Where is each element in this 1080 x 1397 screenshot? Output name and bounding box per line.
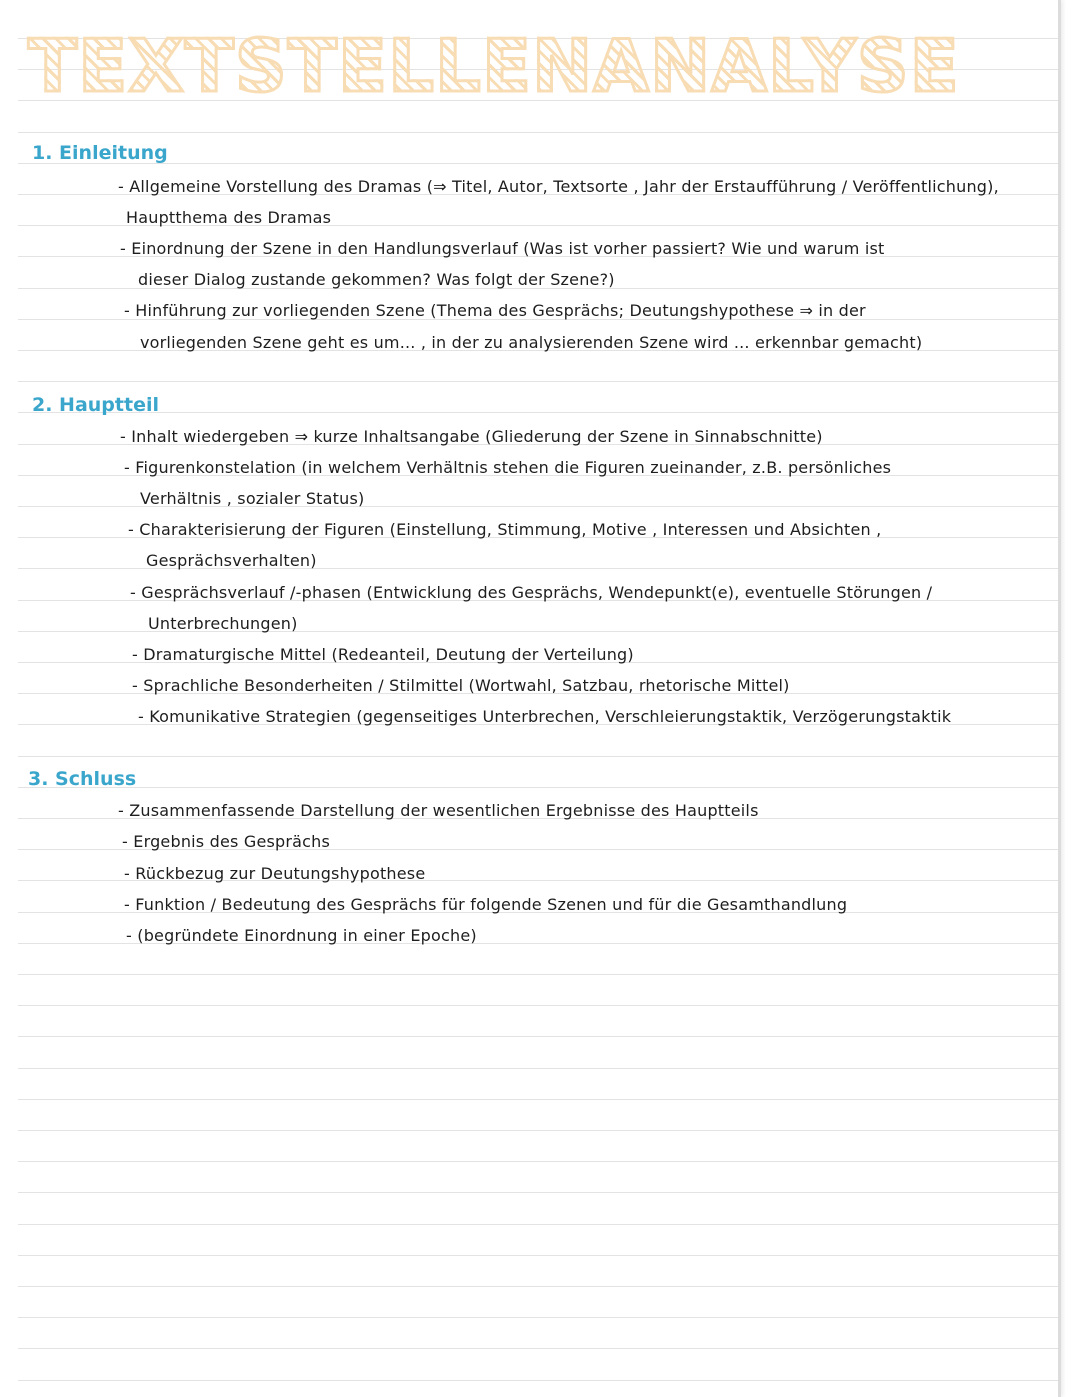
section-heading-schluss: 3. Schluss bbox=[28, 768, 137, 790]
list-item: - Hinführung zur vorliegenden Szene (Thema des Gesprächs; Deutungshypothese ⇒ in der bbox=[124, 301, 866, 320]
list-item: Gesprächsverhalten) bbox=[146, 551, 317, 570]
list-item: Unterbrechungen) bbox=[148, 614, 298, 633]
list-item: - Gesprächsverlauf /-phasen (Entwicklung des Gesprächs, Wendepunkt(e), eventuelle Störungen / bbox=[130, 583, 933, 602]
list-item: dieser Dialog zustande gekommen? Was folgt der Szene?) bbox=[138, 270, 615, 289]
list-item: - Ergebnis des Gesprächs bbox=[122, 832, 331, 851]
list-item: - Dramaturgische Mittel (Redeanteil, Deutung der Verteilung) bbox=[132, 645, 634, 664]
list-item: - Rückbezug zur Deutungshypothese bbox=[124, 864, 426, 883]
list-item: - (begründete Einordnung in einer Epoche) bbox=[126, 926, 477, 945]
list-item: - Komunikative Strategien (gegenseitiges Unterbrechen, Verschleierungstaktik, Verzögerungstaktik bbox=[138, 707, 952, 726]
list-item: - Figurenkonstelation (in welchem Verhältnis stehen die Figuren zueinander, z.B. persönliches bbox=[124, 458, 892, 477]
list-item: - Charakterisierung der Figuren (Einstellung, Stimmung, Motive , Interessen und Absichten , bbox=[128, 520, 882, 539]
list-item: - Zusammenfassende Darstellung der wesentlichen Ergebnisse des Hauptteils bbox=[118, 801, 759, 820]
list-item: Verhältnis , sozialer Status) bbox=[140, 489, 365, 508]
page-title: TEXTSTELLENANALYSE bbox=[28, 24, 960, 108]
section-heading-hauptteil: 2. Hauptteil bbox=[32, 394, 159, 416]
list-item: - Sprachliche Besonderheiten / Stilmittel (Wortwahl, Satzbau, rhetorische Mittel) bbox=[132, 676, 790, 695]
list-item: vorliegenden Szene geht es um... , in der zu analysierenden Szene wird ... erkennbar gemacht) bbox=[140, 333, 923, 352]
section-heading-einleitung: 1. Einleitung bbox=[32, 142, 168, 164]
list-item: - Einordnung der Szene in den Handlungsverlauf (Was ist vorher passiert? Wie und warum ist bbox=[120, 239, 885, 258]
list-item: Hauptthema des Dramas bbox=[126, 208, 332, 227]
list-item: - Funktion / Bedeutung des Gesprächs für folgende Szenen und für die Gesamthandlung bbox=[124, 895, 848, 914]
list-item: - Allgemeine Vorstellung des Dramas (⇒ Titel, Autor, Textsorte , Jahr der Erstaufführung / Veröffentlichung), bbox=[118, 177, 999, 196]
list-item: - Inhalt wiedergeben ⇒ kurze Inhaltsangabe (Gliederung der Szene in Sinnabschnitte) bbox=[120, 427, 823, 446]
